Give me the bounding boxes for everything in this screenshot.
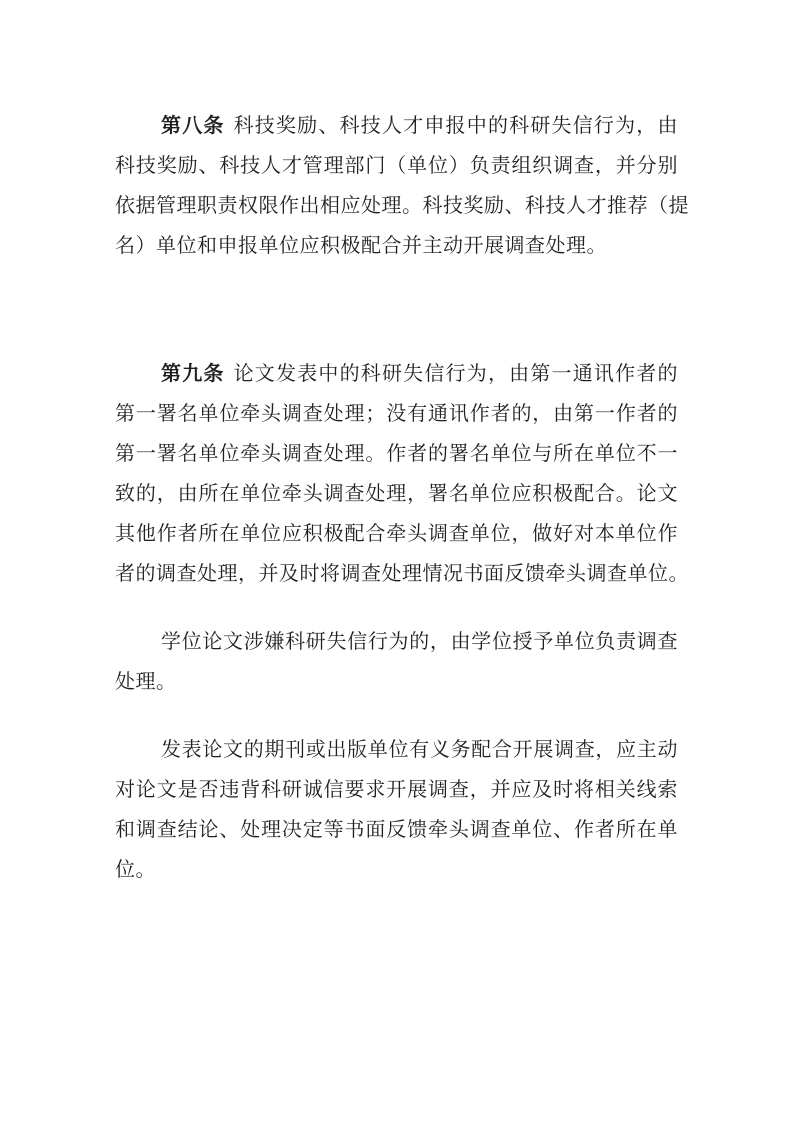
text-line (115, 106, 678, 146)
line-text: 科技奖励、科技人才申报中的科研失信行为，由 (233, 115, 679, 137)
paragraph-degree-thesis (115, 622, 678, 702)
text-line: 发表论文的期刊或出版单位有义务配合开展调查，应主动 (161, 739, 678, 761)
paragraph-journal-duty (115, 730, 678, 890)
text-line: 依据管理职责权限作出相应处理。科技奖励、科技人才推荐（提 (115, 195, 689, 217)
text-line: 处理。 (115, 671, 177, 693)
text-line: 科技奖励、科技人才管理部门（单位）负责组织调查，并分别 (115, 155, 678, 177)
text-line: 第一署名单位牵头调查处理；没有通讯作者的，由第一作者的 (115, 403, 678, 425)
text-line: 和调查结论、处理决定等书面反馈牵头调查单位、作者所在单 (115, 819, 678, 841)
text-line: 学位论文涉嫌科研失信行为的，由学位授予单位负责调查 (161, 631, 678, 653)
line-text: 论文发表中的科研失信行为，由第一通讯作者的 (233, 363, 679, 385)
text-line: 名）单位和申报单位应积极配合并主动开展调查处理。 (115, 235, 607, 257)
text-line: 者的调查处理，并及时将调查处理情况书面反馈牵头调查单位。 (115, 563, 689, 585)
text-line: 对论文是否违背科研诚信要求开展调查，并应及时将相关线索 (115, 779, 678, 801)
text-line: 第一署名单位牵头调查处理。作者的署名单位与所在单位不一 (115, 443, 678, 465)
document-text-body (115, 106, 689, 890)
paragraph-article-8 (115, 106, 689, 266)
text-line: 位。 (115, 859, 156, 881)
paragraph-article-9 (115, 354, 689, 594)
article-8-number: 第八条 (161, 115, 225, 137)
article-9-number: 第九条 (161, 363, 225, 385)
text-line: 其他作者所在单位应积极配合牵头调查单位，做好对本单位作 (115, 523, 678, 545)
text-line (115, 354, 678, 394)
text-line: 致的，由所在单位牵头调查处理，署名单位应积极配合。论文 (115, 483, 678, 505)
